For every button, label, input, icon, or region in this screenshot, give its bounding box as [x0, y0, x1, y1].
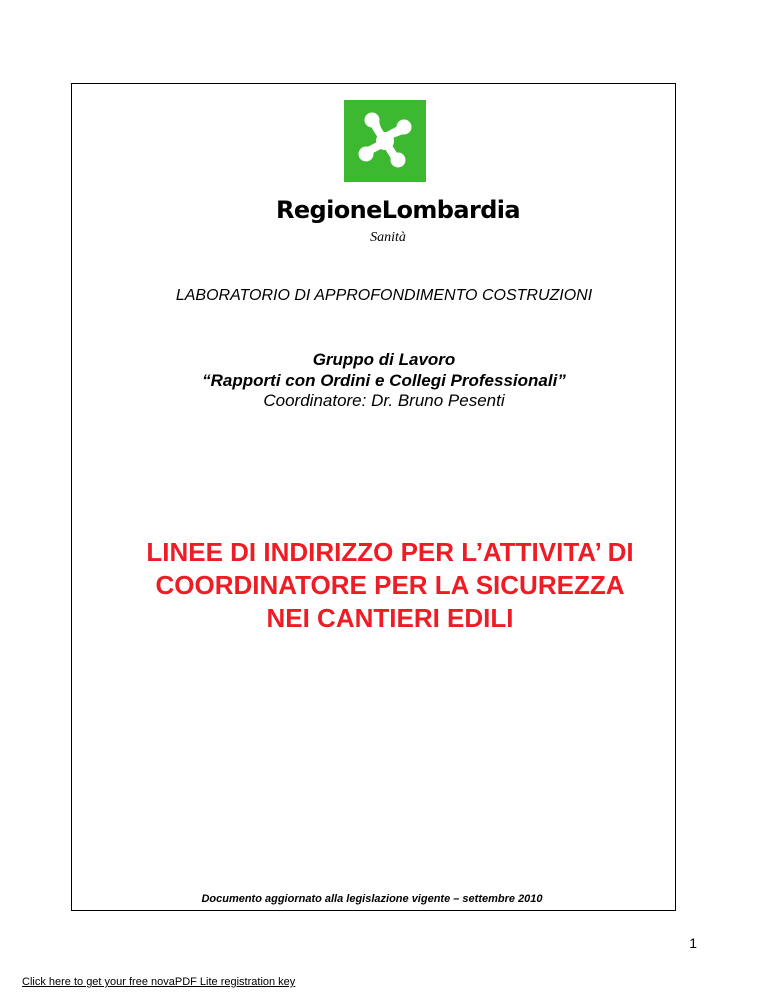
- title-line: LINEE DI INDIRIZZO PER L’ATTIVITA’ DI: [146, 537, 634, 567]
- working-group-name: “Rapporti con Ordini e Collegi Professionali”: [202, 371, 566, 390]
- brand-name: RegioneLombardia: [275, 196, 521, 224]
- title-line: NEI CANTIERI EDILI: [266, 603, 514, 633]
- registration-key-link[interactable]: Click here to get your free novaPDF Lite registration key: [22, 976, 296, 988]
- working-group-label: Gruppo di Lavoro: [312, 350, 456, 369]
- regione-lombardia-logo: [344, 100, 426, 182]
- document-title: [0, 536, 768, 635]
- regione-lombardia-cross-icon: [344, 100, 426, 182]
- coordinator: Coordinatore: Dr. Bruno Pesenti: [263, 391, 505, 410]
- working-group: [0, 349, 768, 391]
- laboratory-heading: LABORATORIO DI APPROFONDIMENTO COSTRUZIONI: [175, 287, 593, 304]
- page-number: 1: [689, 935, 697, 951]
- brand-subtitle: Sanità: [370, 230, 406, 245]
- update-note: Documento aggiornato alla legislazione vigente – settembre 2010: [201, 893, 543, 905]
- title-line: COORDINATORE PER LA SICUREZZA: [155, 570, 625, 600]
